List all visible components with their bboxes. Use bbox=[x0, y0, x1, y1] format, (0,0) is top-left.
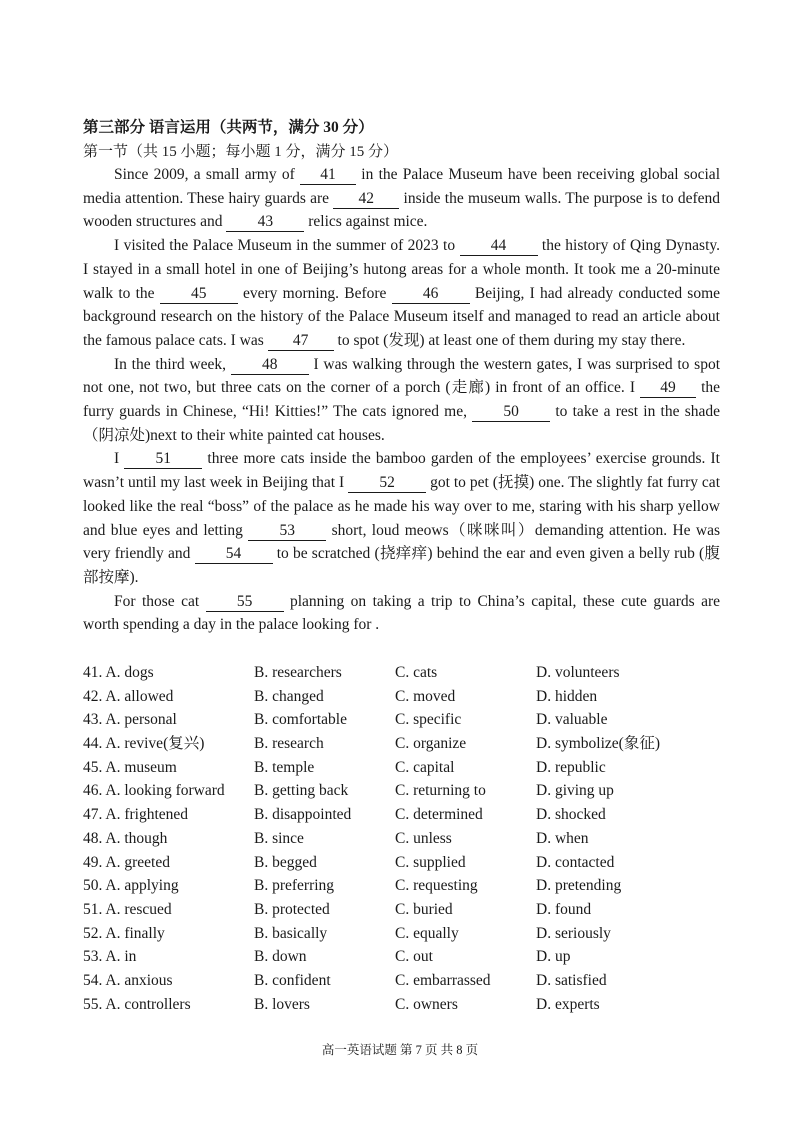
blank-49: 49 bbox=[640, 379, 696, 398]
option-b: B. changed bbox=[254, 687, 324, 705]
blank-54: 54 bbox=[195, 545, 273, 564]
option-c: C. owners bbox=[395, 995, 458, 1013]
option-row bbox=[83, 874, 723, 898]
passage-text: I was walking through the western gates, I was surprised to spot not one, not two, but three cats on the corner of a porch (走廊) in front of an office. I bbox=[83, 355, 720, 397]
option-a: 55. A. controllers bbox=[83, 995, 191, 1013]
option-row bbox=[83, 969, 723, 993]
option-b: B. researchers bbox=[254, 664, 342, 681]
blank-42: 42 bbox=[333, 190, 399, 209]
cloze-passage bbox=[83, 163, 720, 637]
option-a: 51. A. rescued bbox=[83, 900, 172, 918]
passage-text: planning on taking a trip to China’s capital, these cute guards are worth spending a day in the palace looking for . bbox=[83, 592, 720, 634]
option-a: 44. A. revive(复兴) bbox=[83, 735, 205, 753]
option-c: C. determined bbox=[395, 806, 483, 824]
passage-text: every morning. Before bbox=[237, 284, 392, 302]
option-b: B. getting back bbox=[254, 782, 349, 800]
paragraph-1 bbox=[83, 163, 720, 234]
option-b: B. confident bbox=[254, 971, 331, 989]
passage-text: in the Palace Museum have been receiving global social media attention. These hairy guards are bbox=[83, 166, 720, 207]
option-b: B. basically bbox=[254, 924, 328, 942]
passage-text: to be scratched (挠痒痒) behind the ear and even given a belly rub (腹部按摩). bbox=[83, 545, 720, 586]
option-a: 45. A. museum bbox=[83, 758, 177, 776]
option-d: D. hidden bbox=[536, 687, 598, 705]
page-footer: 高一英语试题 第 7 页 共 8 页 bbox=[321, 1043, 479, 1057]
option-a: 49. A. greeted bbox=[83, 853, 170, 871]
option-c: C. organize bbox=[395, 735, 467, 753]
option-a: 42. A. allowed bbox=[83, 687, 174, 705]
option-d: D. shocked bbox=[536, 806, 606, 824]
answer-options bbox=[83, 661, 723, 1016]
passage-text: Since 2009, a small army of bbox=[114, 166, 301, 183]
passage-text: three more cats inside the bamboo garden of the employees’ exercise grounds. It wasn’t until my last week in Beijing that I bbox=[83, 450, 720, 492]
option-c: C. specific bbox=[395, 711, 462, 729]
option-row bbox=[83, 827, 723, 851]
option-b: B. protected bbox=[254, 900, 330, 918]
option-b: B. down bbox=[254, 948, 307, 966]
passage-text: For those cat bbox=[114, 592, 206, 610]
passage-text: got to pet (抚摸) one. The slightly fat furry cat looked like the real “boss” of the palace as he made his way over to me, staring with his sharp yellow and blue eyes and letting bbox=[83, 474, 720, 539]
paragraph-4 bbox=[83, 447, 720, 589]
blank-43: 43 bbox=[226, 213, 304, 232]
paragraph-3 bbox=[83, 353, 720, 448]
paragraph-5 bbox=[83, 590, 720, 637]
option-a: 52. A. finally bbox=[83, 924, 165, 942]
option-a: 53. A. in bbox=[83, 948, 137, 966]
option-d: D. contacted bbox=[536, 853, 615, 871]
option-row bbox=[83, 945, 723, 969]
option-a: 43. A. personal bbox=[83, 711, 177, 729]
passage-text: relics against mice. bbox=[304, 213, 428, 231]
passage-text: In the third week, bbox=[114, 355, 231, 373]
option-row bbox=[83, 732, 723, 756]
passage-text: I visited the Palace Museum in the summer of 2023 to bbox=[114, 237, 460, 255]
option-b: B. comfortable bbox=[254, 711, 347, 729]
option-b: B. temple bbox=[254, 758, 315, 776]
option-row bbox=[83, 779, 723, 803]
option-c: C. cats bbox=[395, 664, 438, 681]
option-c: C. equally bbox=[395, 924, 459, 942]
blank-52: 52 bbox=[348, 474, 426, 493]
passage-text: the history of Qing Dynasty. I stayed in a small hotel in one of Beijing’s hutong areas for a whole month. It took me a 20-minute walk to the bbox=[83, 237, 720, 302]
passage-text: to spot (发现) at least one of them during my stay there. bbox=[333, 331, 686, 349]
option-row bbox=[83, 803, 723, 827]
option-c: C. moved bbox=[395, 687, 456, 705]
option-row bbox=[83, 685, 723, 709]
option-d: D. symbolize(象征) bbox=[536, 735, 660, 753]
option-a: 41. A. dogs bbox=[83, 664, 154, 681]
option-c: C. capital bbox=[395, 758, 455, 776]
option-d: D. found bbox=[536, 900, 592, 918]
blank-50: 50 bbox=[472, 403, 550, 422]
option-row bbox=[83, 851, 723, 875]
part-title: 第三部分 语言运用（共两节，满分 30 分） bbox=[83, 119, 374, 136]
option-d: D. pretending bbox=[536, 877, 622, 895]
blank-41: 41 bbox=[300, 166, 356, 185]
passage-text: inside the museum walls. The purpose is to defend wooden structures and bbox=[83, 189, 720, 231]
option-a: 54. A. anxious bbox=[83, 971, 173, 989]
blank-47: 47 bbox=[268, 332, 334, 351]
passage-text: Beijing, I had already conducted some background research on the history of the Palace Museum itself and managed to read an article about the famous palace cats. I was bbox=[83, 284, 721, 349]
blank-55: 55 bbox=[206, 593, 284, 612]
option-b: B. lovers bbox=[254, 995, 310, 1013]
section-title: 第一节（共 15 小题；每小题 1 分，满分 15 分） bbox=[83, 144, 399, 160]
option-c: C. unless bbox=[395, 829, 452, 847]
option-d: D. up bbox=[536, 948, 571, 966]
passage-text: short, loud meows（咪咪叫）demanding attention. He was very friendly and bbox=[83, 521, 721, 563]
option-row bbox=[83, 993, 723, 1017]
option-c: C. returning to bbox=[395, 782, 486, 800]
option-d: D. seriously bbox=[536, 924, 611, 942]
option-d: D. volunteers bbox=[536, 664, 620, 681]
blank-53: 53 bbox=[248, 522, 326, 541]
option-a: 50. A. applying bbox=[83, 877, 179, 895]
option-b: B. since bbox=[254, 829, 304, 847]
option-row bbox=[83, 756, 723, 780]
option-row bbox=[83, 661, 723, 685]
option-d: D. satisfied bbox=[536, 971, 607, 989]
passage-text: I bbox=[114, 450, 125, 468]
option-a: 46. A. looking forward bbox=[83, 782, 225, 800]
blank-44: 44 bbox=[460, 237, 538, 256]
option-b: B. begged bbox=[254, 853, 317, 871]
option-b: B. disappointed bbox=[254, 806, 352, 824]
option-c: C. requesting bbox=[395, 877, 478, 895]
option-d: D. when bbox=[536, 829, 589, 847]
option-a: 47. A. frightened bbox=[83, 806, 189, 824]
option-row bbox=[83, 898, 723, 922]
blank-51: 51 bbox=[124, 450, 202, 469]
option-c: C. buried bbox=[395, 900, 453, 918]
option-row bbox=[83, 922, 723, 946]
blank-46: 46 bbox=[392, 285, 470, 304]
option-c: C. out bbox=[395, 948, 433, 966]
passage-text: the furry guards in Chinese, “Hi! Kitties!” The cats ignored me, bbox=[83, 379, 720, 421]
option-b: B. preferring bbox=[254, 877, 335, 895]
option-b: B. research bbox=[254, 735, 324, 753]
blank-48: 48 bbox=[231, 356, 309, 375]
blank-45: 45 bbox=[160, 285, 238, 304]
option-d: D. experts bbox=[536, 995, 600, 1013]
option-d: D. giving up bbox=[536, 782, 614, 800]
option-row bbox=[83, 708, 723, 732]
paragraph-2 bbox=[83, 234, 720, 353]
option-d: D. valuable bbox=[536, 711, 608, 729]
option-a: 48. A. though bbox=[83, 829, 168, 847]
passage-text: to take a rest in the shade（阴凉处)next to their white painted cat houses. bbox=[83, 403, 720, 444]
option-c: C. supplied bbox=[395, 853, 466, 871]
option-c: C. embarrassed bbox=[395, 971, 491, 989]
option-d: D. republic bbox=[536, 758, 606, 776]
